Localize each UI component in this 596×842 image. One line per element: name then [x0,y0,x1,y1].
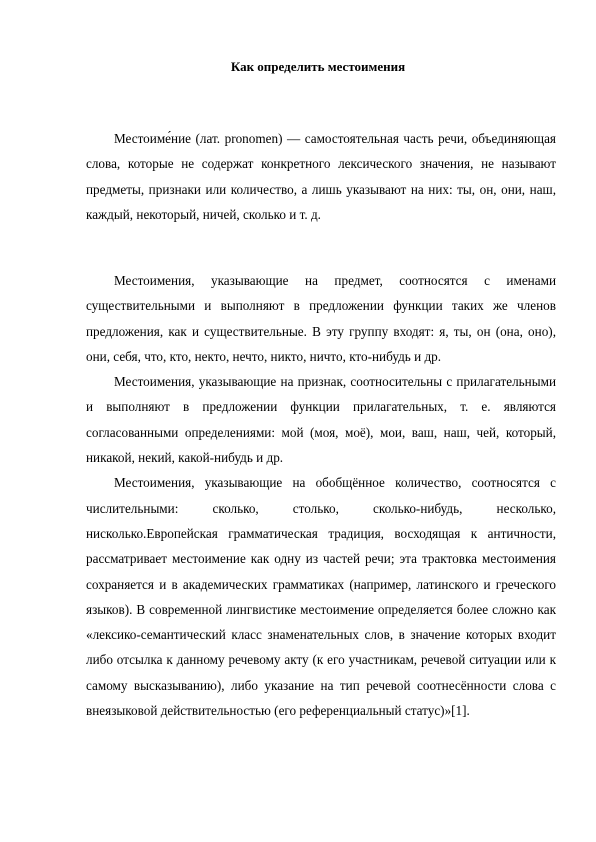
paragraph-attribute-pronouns: Местоимения, указывающие на признак, соотносительны с прилагательными и выполняют в предложении функции прилагательных, т. е. являются согласованными определениями: мой (моя, моё), мои, ваш, наш, чей, который, никакой, некий, какой-нибудь и др. [86,374,556,466]
paragraph-quantity-pronouns: Местоимения, указывающие на обобщённое количество, соотносятся с числительными: сколько, столько, сколько-нибудь, несколько, нисколько.Европейская грамматическая традиция, восходящая к античности, рассматривает местоимение как одну из частей речи; эта трактовка местоимения сохраняется и в академических грамматиках (например, латинского и греческого языков). В современной лингвистике местоимение определяется более сложно как «лексико-семантический класс знаменательных слов, в значение которых входит либо отсылка к данному речевому акту (к его участникам, речевой ситуации или к самому высказыванию), либо указание на тип речевой соотнесённости слова с внеязыковой действительностью (его референциальный статус)»[1]. [86,475,556,719]
paragraph-subject-pronouns: Местоимения, указывающие на предмет, соотносятся с именами существительными и выполняют в предложении функции таких же членов предложения, как и существительные. В эту группу входят: я, ты, он (она, оно), они, себя, что, кто, некто, нечто, никто, ничто, кто-нибудь и др. [86,273,556,364]
intro-section [86,126,556,227]
main-section [86,268,556,723]
document-title: Как определить местоимения [230,59,406,74]
paragraph-definition: Местоиме́ние (лат. pronomen) — самостоятельная часть речи, объединяющая слова, которые не содержат конкретного лексического значения, не называют предметы, признаки или количество, а лишь указывают на них: ты, он, они, наш, каждый, некоторый, ничей, сколько и т. д. [86,131,556,222]
